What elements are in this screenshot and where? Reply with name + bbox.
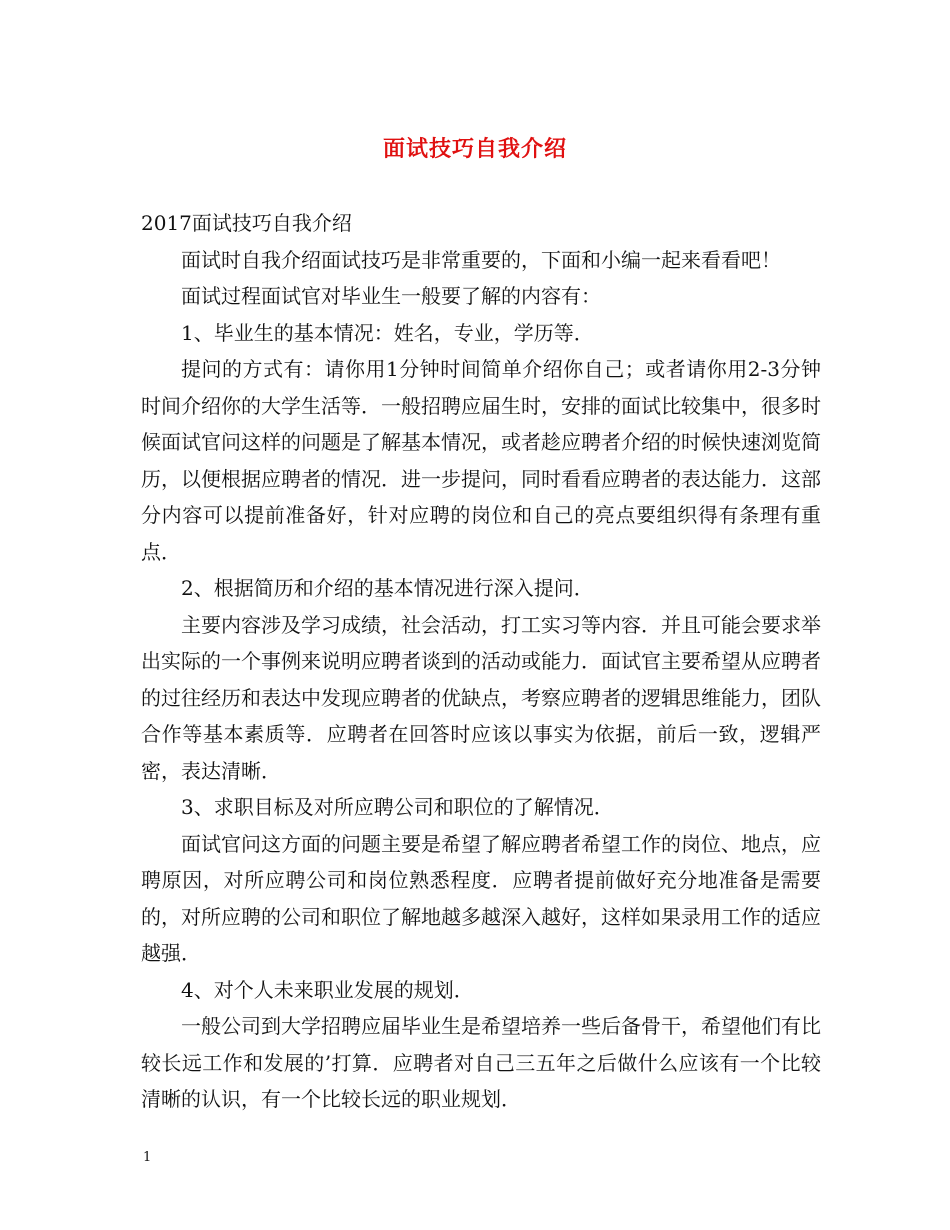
content-intro-paragraph: 面试过程面试官对毕业生一般要了解的内容有： bbox=[181, 284, 601, 308]
subtitle-paragraph: 2017面试技巧自我介绍 bbox=[141, 211, 352, 235]
document-body bbox=[141, 205, 821, 1118]
section-heading-1: 1、毕业生的基本情况：姓名，专业，学历等． bbox=[181, 320, 594, 345]
section-heading-3: 3、求职目标及对所应聘公司和职位的了解情况． bbox=[181, 795, 614, 819]
section-body-2: 主要内容涉及学习成绩，社会活动，打工实习等内容．并且可能会要求举出实际的一个事例来说明应聘者谈到的活动或能力．面试官主要希望从应聘者的过往经历和表达中发现应聘者的优缺点，考察应聘者的逻辑思维能力，团队合作等基本素质等．应聘者在回答时应该以事实为依据，前后一致，逻辑严密，表达清晰． bbox=[141, 612, 821, 783]
section-body-1: 提问的方式有：请你用1分钟时间简单介绍你自己；或者请你用2-3分钟时间介绍你的大学生活等．一般招聘应届生时，安排的面试比较集中，很多时候面试官问这样的问题是了解基本情况，或者趁应聘者介绍的时候快速浏览简历，以便根据应聘者的情况．进一步提问，同时看看应聘者的表达能力．这部分内容可以提前准备好，针对应聘的岗位和自己的亮点要组织得有条理有重点． bbox=[141, 357, 821, 564]
section-body-3: 面试官问这方面的问题主要是希望了解应聘者希望工作的岗位、地点，应聘原因，对所应聘公司和岗位熟悉程度．应聘者提前做好充分地准备是需要的，对所应聘的公司和职位了解地越多越深入越好，这样如果录用工作的适应越强． bbox=[141, 831, 821, 965]
intro-paragraph: 面试时自我介绍面试技巧是非常重要的，下面和小编一起来看看吧！ bbox=[181, 247, 781, 272]
section-body-4: 一般公司到大学招聘应届毕业生是希望培养一些后备骨干，希望他们有比较长远工作和发展的’打算．应聘者对自己三五年之后做什么应该有一个比较清晰的认识，有一个比较长远的职业规划． bbox=[141, 1014, 821, 1111]
section-heading-2: 2、根据简历和介绍的基本情况进行深入提问． bbox=[181, 576, 594, 600]
page-number: 1 bbox=[143, 1150, 152, 1165]
document-title: 面试技巧自我介绍 bbox=[382, 136, 567, 162]
section-heading-4: 4、对个人未来职业发展的规划． bbox=[181, 977, 474, 1002]
